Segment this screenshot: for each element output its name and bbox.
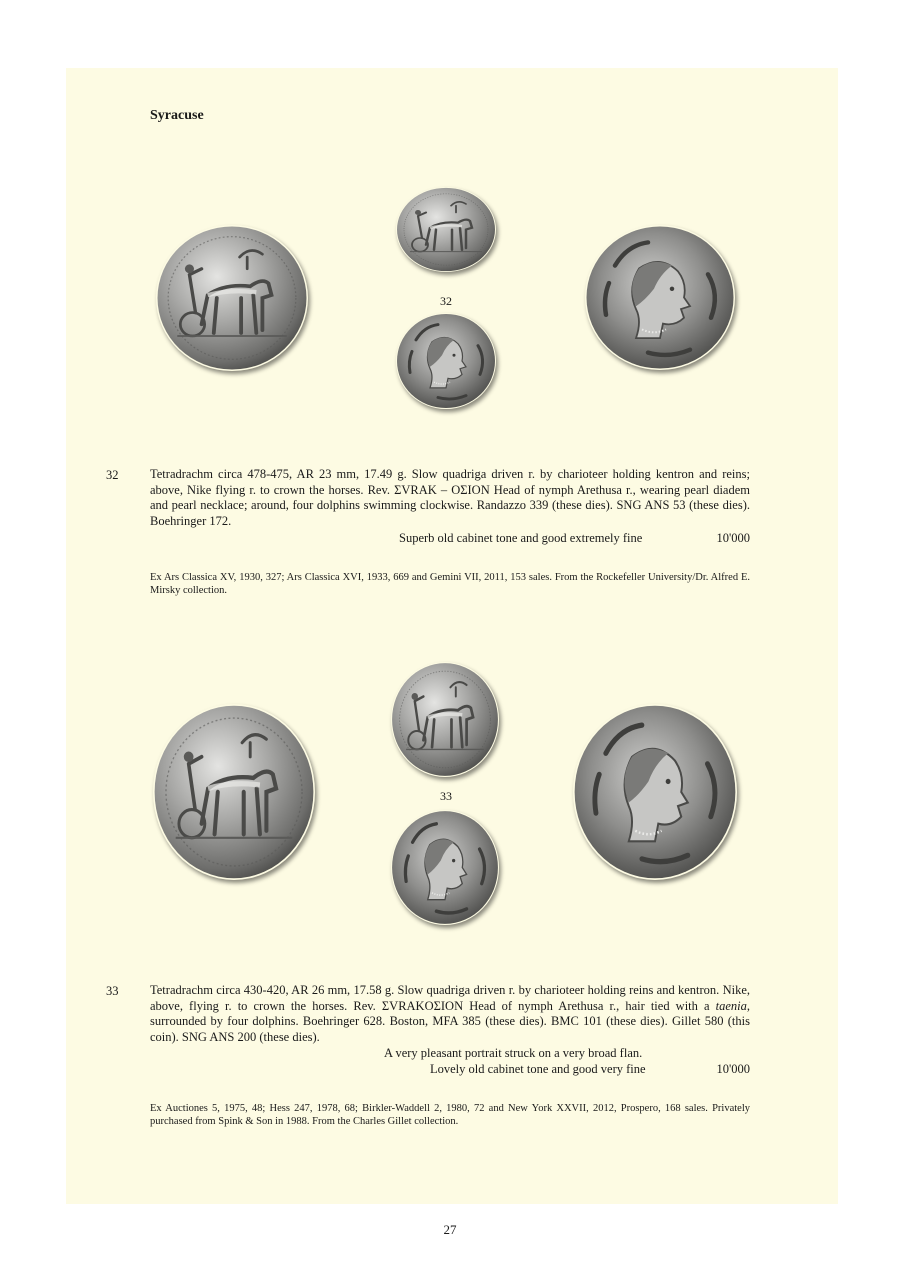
lot-remark: A very pleasant portrait struck on a very broad flan. — [384, 1046, 643, 1060]
coin-32-reverse-large — [585, 225, 735, 370]
coin-33-obverse-small — [391, 662, 499, 777]
coin-32-reverse-small — [396, 313, 496, 409]
coin-33-reverse-small — [391, 810, 499, 925]
lot-number: 32 — [106, 468, 119, 482]
lot-grade: Lovely old cabinet tone and good very fine — [430, 1062, 646, 1076]
lot-description — [150, 983, 750, 1045]
coin-32-obverse-large — [156, 225, 308, 371]
lot-provenance: Ex Ars Classica XV, 1930, 327; Ars Classica XVI, 1933, 669 and Gemini VII, 2011, 153 sales. From the Rockefeller University/Dr. Alfred E. Mirsky collection. — [150, 572, 750, 596]
lot-description-start: Tetradrachm circa 430-420, AR 26 mm, 17.58 g. Slow quadriga driven r. by charioteer holding reins and kentron. Nike, above, flying r. to crown the horses. Rev. ΣVRAKOΣΙΟΝ Head of nymph Arethusa r., hair tied with a — [150, 983, 750, 1013]
lot-description-italic: taenia — [715, 998, 747, 1013]
page-number: 27 — [443, 1222, 457, 1237]
coin-33-reverse-large — [573, 704, 737, 880]
coin-32-label: 32 — [440, 294, 452, 308]
section-title: Syracuse — [150, 108, 204, 123]
coin-33-obverse-large — [153, 704, 315, 880]
lot-number: 33 — [106, 984, 119, 998]
lot-estimate: 10'000 — [716, 531, 750, 545]
coin-32-obverse-small — [396, 187, 496, 272]
lot-grade: Superb old cabinet tone and good extremely fine — [399, 531, 643, 545]
lot-description: Tetradrachm circa 478-475, AR 23 mm, 17.49 g. Slow quadriga driven r. by charioteer holding kentron and reins; above, Nike flying r. to crown the horses. Rev. ΣVRAK – ΟΣΙΟΝ Head of nymph Arethusa r., wearing pearl diadem and pearl necklace; around, four dolphins swimming clockwise. Randazzo 339 (these dies). SNG ANS 53 (these dies). Boehringer 172. — [150, 467, 750, 528]
coin-33-label: 33 — [440, 789, 452, 803]
lot-description-end: , surrounded by four dolphins. Boehringer 628. Boston, MFA 385 (these dies). BMC 101 (these dies). Gillet 580 (this coin). SNG ANS 200 (these dies). — [150, 998, 750, 1044]
lot-estimate: 10'000 — [716, 1062, 750, 1076]
lot-provenance: Ex Auctiones 5, 1975, 48; Hess 247, 1978, 68; Birkler-Waddell 2, 1980, 72 and New York XXVII, 2012, Prospero, 168 sales. Privately purchased from Spink & Son in 1988. From the Charles Gillet collection. — [150, 1103, 750, 1127]
